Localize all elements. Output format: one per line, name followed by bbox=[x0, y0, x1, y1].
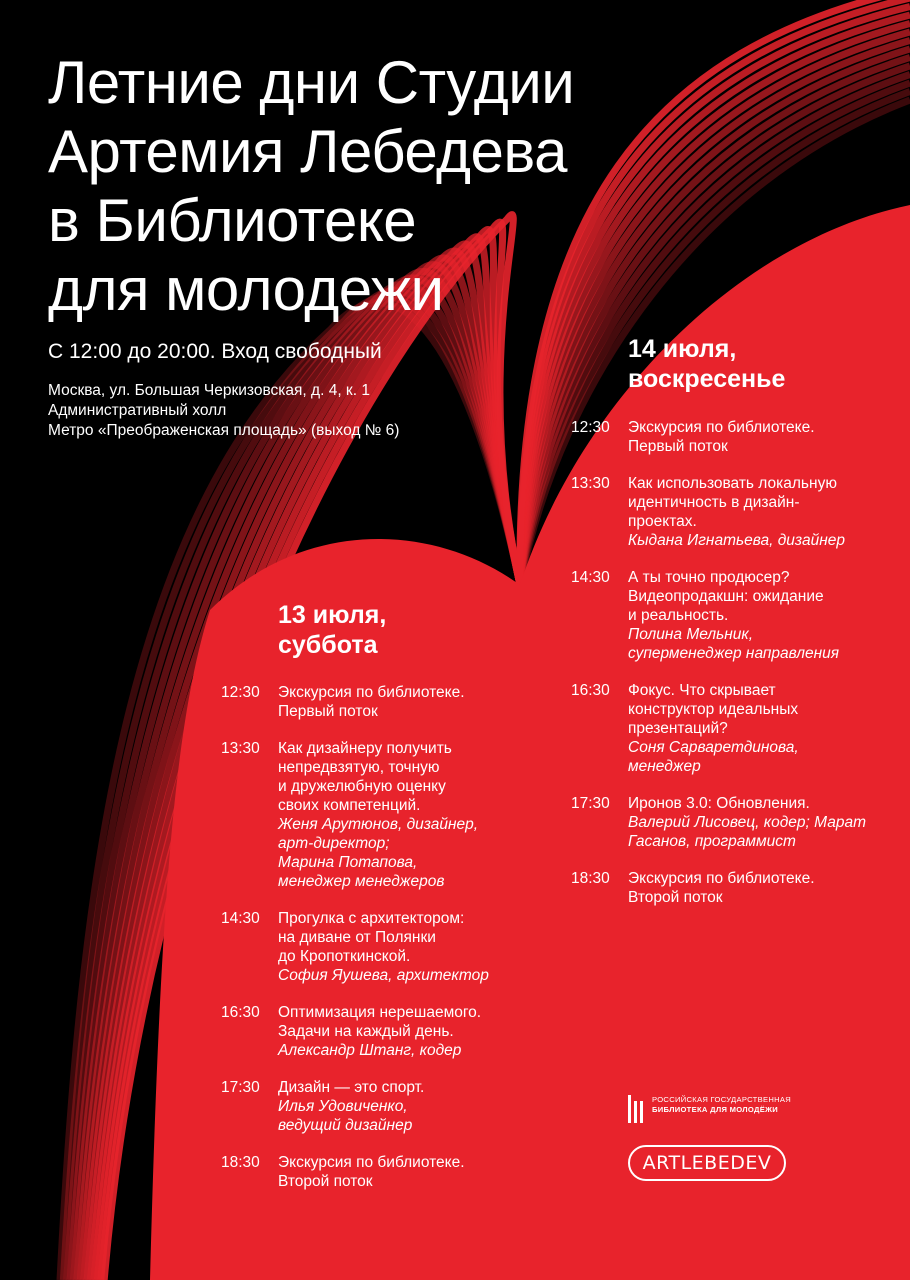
artlebedev-logo: ARTLEBEDEV bbox=[628, 1145, 786, 1181]
event-speaker-line: Марина Потапова, bbox=[278, 854, 418, 871]
event-title-line: А ты точно продюсер? bbox=[628, 569, 790, 586]
event-title-line: Как использовать локальную bbox=[628, 475, 837, 492]
event-title-line: Оптимизация нерешаемого. bbox=[278, 1004, 482, 1021]
sunday-heading bbox=[628, 334, 785, 394]
event-speaker-line: Женя Арутюнов, дизайнер, bbox=[278, 816, 479, 833]
schedule-item bbox=[221, 683, 521, 721]
heading-line: суббота bbox=[278, 631, 378, 659]
schedule-item bbox=[221, 909, 521, 985]
event-time: 17:30 bbox=[221, 1079, 260, 1096]
event-time: 14:30 bbox=[571, 569, 610, 586]
event-title-line: Дизайн — это спорт. bbox=[278, 1079, 425, 1096]
event-title-line: Видеопродакшн: ожидание bbox=[628, 588, 824, 605]
event-title-line: Экскурсия по библиотеке. bbox=[278, 684, 465, 701]
event-time: 16:30 bbox=[571, 682, 610, 699]
library-bars-icon bbox=[628, 1095, 646, 1128]
event-title-line: Экскурсия по библиотеке. bbox=[278, 1154, 465, 1171]
event-time: 13:30 bbox=[221, 740, 260, 757]
event-speaker-line: Валерий Лисовец, кодер; Марат bbox=[628, 814, 866, 831]
title-line: Артемия Лебедева bbox=[48, 118, 567, 185]
schedule-item bbox=[571, 794, 891, 851]
event-speaker-line: Соня Сарваретдинова, bbox=[628, 739, 799, 756]
event-title-line: Второй поток bbox=[278, 1173, 373, 1190]
library-logo-line: РОССИЙСКАЯ ГОСУДАРСТВЕННАЯ bbox=[652, 1095, 792, 1104]
event-speaker-line: Гасанов, программист bbox=[628, 833, 796, 850]
event-time: 17:30 bbox=[571, 795, 610, 812]
event-title-line: Задачи на каждый день. bbox=[278, 1023, 454, 1040]
saturday-heading bbox=[278, 600, 386, 660]
schedule-item bbox=[571, 474, 891, 550]
event-speaker-line: Илья Удовиченко, bbox=[278, 1098, 408, 1115]
schedule-item bbox=[571, 568, 891, 663]
event-title-line: презентаций? bbox=[628, 720, 728, 737]
schedule-item bbox=[571, 681, 891, 776]
title-line: для молодежи bbox=[48, 256, 444, 323]
event-speaker-line: Александр Штанг, кодер bbox=[278, 1042, 462, 1059]
event-speaker-line: София Яушева, архитектор bbox=[278, 967, 489, 984]
event-time: 12:30 bbox=[221, 684, 260, 701]
address-line: Москва, ул. Большая Черкизовская, д. 4, к. 1 bbox=[48, 382, 370, 399]
address-line: Административный холл bbox=[48, 402, 227, 419]
event-speaker-line: арт-директор; bbox=[278, 835, 390, 852]
event-speaker-line: суперменеджер направления bbox=[628, 645, 840, 662]
event-title-line: Второй поток bbox=[628, 889, 723, 906]
title-line: в Библиотеке bbox=[48, 187, 417, 254]
address-block bbox=[48, 381, 399, 441]
event-time: 18:30 bbox=[571, 870, 610, 887]
event-title-line: Первый поток bbox=[278, 703, 378, 720]
schedule-item bbox=[221, 1153, 521, 1191]
library-logo bbox=[628, 1095, 791, 1128]
event-time: 12:30 bbox=[571, 419, 610, 436]
event-title-line: до Кропоткинской. bbox=[278, 948, 411, 965]
schedule-item bbox=[221, 739, 521, 891]
heading-line: воскресенье bbox=[628, 365, 786, 393]
event-speaker-line: ведущий дизайнер bbox=[278, 1117, 413, 1134]
event-time: 13:30 bbox=[571, 475, 610, 492]
library-logo-line: БИБЛИОТЕКА ДЛЯ МОЛОДЁЖИ bbox=[652, 1105, 779, 1114]
event-title-line: и дружелюбную оценку bbox=[278, 778, 446, 795]
event-title-line: своих компетенций. bbox=[278, 797, 421, 814]
event-title-line: идентичность в дизайн- bbox=[628, 494, 800, 511]
event-title-line: Прогулка с архитектором: bbox=[278, 910, 465, 927]
title-line: Летние дни Студии bbox=[48, 49, 575, 116]
heading-line: 14 июля, bbox=[628, 335, 737, 363]
hours-info: С 12:00 до 20:00. Вход свободный bbox=[48, 340, 382, 363]
event-speaker-line: менеджер менеджеров bbox=[278, 873, 445, 890]
event-title-line: на диване от Полянки bbox=[278, 929, 436, 946]
schedule-item bbox=[571, 418, 891, 456]
event-title-line: конструктор идеальных bbox=[628, 701, 799, 718]
schedule-item bbox=[571, 869, 891, 907]
saturday-schedule bbox=[221, 683, 521, 1191]
event-title-line: Фокус. Что скрывает bbox=[628, 682, 776, 699]
event-title-line: проектах. bbox=[628, 513, 697, 530]
heading-line: 13 июля, bbox=[278, 601, 387, 629]
event-title-line: Экскурсия по библиотеке. bbox=[628, 419, 815, 436]
event-title-line: и реальность. bbox=[628, 607, 729, 624]
event-time: 18:30 bbox=[221, 1154, 260, 1171]
event-title-line: Как дизайнеру получить bbox=[278, 740, 452, 757]
event-title-line: Экскурсия по библиотеке. bbox=[628, 870, 815, 887]
schedule-item bbox=[221, 1078, 521, 1135]
event-title-line: Иронов 3.0: Обновления. bbox=[628, 795, 810, 812]
schedule-item bbox=[221, 1003, 521, 1060]
event-time: 14:30 bbox=[221, 910, 260, 927]
event-speaker-line: Кыдана Игнатьева, дизайнер bbox=[628, 532, 845, 549]
event-title-line: непредвзятую, точную bbox=[278, 759, 440, 776]
sunday-schedule bbox=[571, 418, 891, 907]
event-speaker-line: Полина Мельник, bbox=[628, 626, 754, 643]
event-time: 16:30 bbox=[221, 1004, 260, 1021]
event-title-line: Первый поток bbox=[628, 438, 728, 455]
poster-title bbox=[48, 48, 688, 324]
address-line: Метро «Преображенская площадь» (выход № 6) bbox=[48, 422, 400, 439]
event-speaker-line: менеджер bbox=[628, 758, 701, 775]
